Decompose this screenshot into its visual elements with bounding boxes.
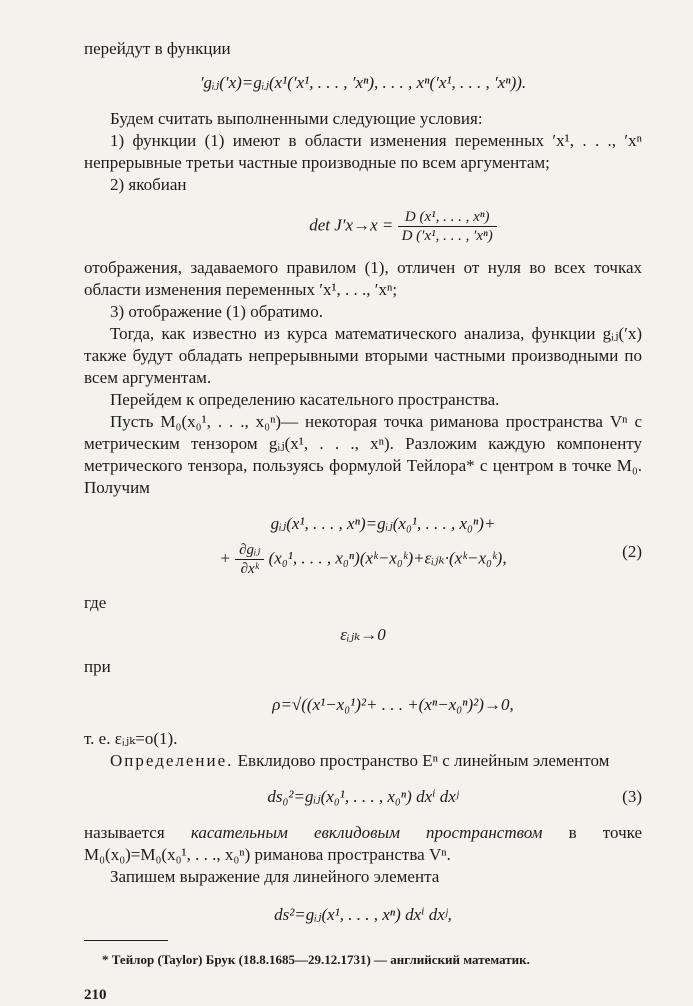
- jacobian-fraction: [398, 208, 497, 245]
- paragraph: Запишем выражение для линейного элемента: [110, 867, 440, 886]
- paragraph: перейдут в функции: [84, 39, 231, 58]
- paragraph: отображения, задаваемого правилом (1), отличен от нуля во всех точках области изменения переменных ′x¹, . . ., ′xⁿ;: [84, 258, 642, 299]
- formula-taylor-line1: gᵢⱼ(x¹, . . . , xⁿ)=gᵢⱼ(x₀¹, . . . , x₀ⁿ)+: [270, 514, 496, 533]
- paragraph: при: [84, 657, 111, 676]
- condition-1: 1) функции (1) имеют в области изменения переменных ′x¹, . . ., ′xⁿ непрерывные третьи частные производные по всем аргументам;: [84, 131, 642, 172]
- paragraph: Тогда, как известно из курса математического анализа, функции gᵢⱼ(′x) также будут обладать непрерывными вторыми частными производными по всем аргументам.: [84, 324, 642, 387]
- partial-derivative-fraction: [235, 541, 264, 578]
- paragraph: т. е. εᵢⱼₖ=o(1).: [84, 729, 178, 748]
- fraction-denominator: ∂xᵏ: [240, 561, 259, 577]
- formula-epsilon: εᵢⱼₖ→0: [340, 625, 386, 644]
- page-body: [84, 38, 642, 1006]
- definition-continued: [84, 822, 642, 866]
- footnote: * Тейлор (Taylor) Брук (18.8.1685—29.12.1731) — английский математик.: [102, 952, 530, 967]
- formula-text: ds₀²=gᵢⱼ(x₀¹, . . . , x₀ⁿ) dxⁱ dxʲ: [267, 787, 459, 806]
- text: в точке M₀(x₀)=M₀(x₀¹, . . ., x₀ⁿ) риманова пространства Vⁿ.: [84, 823, 643, 864]
- equation-number: (2): [622, 542, 642, 561]
- fraction-numerator: D (x¹, . . . , xⁿ): [398, 208, 497, 227]
- condition-2: 2) якобиан: [110, 175, 187, 194]
- definition-term: Определение.: [110, 751, 234, 770]
- condition-3: 3) отображение (1) обратимо.: [110, 302, 324, 321]
- italic-term: касательным евклидовым пространством: [190, 823, 543, 842]
- definition-text: Евклидово пространство Eⁿ с линейным элементом: [237, 751, 610, 770]
- equation-number: (3): [622, 787, 642, 806]
- formula-jacobian: [84, 208, 642, 245]
- text: называется: [84, 823, 165, 842]
- jacobian-prefix: det J′x→x =: [309, 215, 394, 235]
- paragraph: где: [84, 593, 107, 612]
- taylor-remainder: (x₀¹, . . . , x₀ⁿ)(xᵏ−x₀ᵏ)+εᵢⱼₖ·(xᵏ−x₀ᵏ),: [268, 548, 507, 568]
- formula-tangent-line-element: [84, 786, 642, 808]
- footnote-rule: [84, 940, 168, 941]
- definition-paragraph: [84, 750, 642, 772]
- paragraph: Будем считать выполненными следующие условия:: [110, 109, 483, 128]
- formula-line-element: ds²=gᵢⱼ(x¹, . . . , xⁿ) dxⁱ dxʲ,: [274, 905, 452, 924]
- page-number: 210: [84, 987, 107, 1003]
- formula-transformed-metric: ′gᵢⱼ(′x)=gᵢⱼ(x¹(′x¹, . . . , ′xⁿ), . . . , xⁿ(′x¹, . . . , ′xⁿ)).: [199, 73, 527, 92]
- formula-rho: ρ=√((x¹−x₀¹)²+ . . . +(xⁿ−x₀ⁿ)²)→0,: [272, 695, 514, 714]
- fraction-numerator: ∂gᵢⱼ: [235, 541, 264, 560]
- paragraph: Перейдем к определению касательного пространства.: [110, 390, 500, 409]
- paragraph: Пусть M₀(x₀¹, . . ., x₀ⁿ)— некоторая точка риманова пространства Vⁿ с метрическим тензором gᵢⱼ(x¹, . . ., xⁿ). Разложим каждую компоненту метрического тензора, пользуясь формулой Тейлора* с центром в точке M₀. Получим: [84, 412, 642, 497]
- taylor-plus: +: [219, 548, 231, 568]
- fraction-denominator: D (′x¹, . . . , ′xⁿ): [401, 228, 493, 244]
- formula-taylor-line2: [84, 541, 642, 578]
